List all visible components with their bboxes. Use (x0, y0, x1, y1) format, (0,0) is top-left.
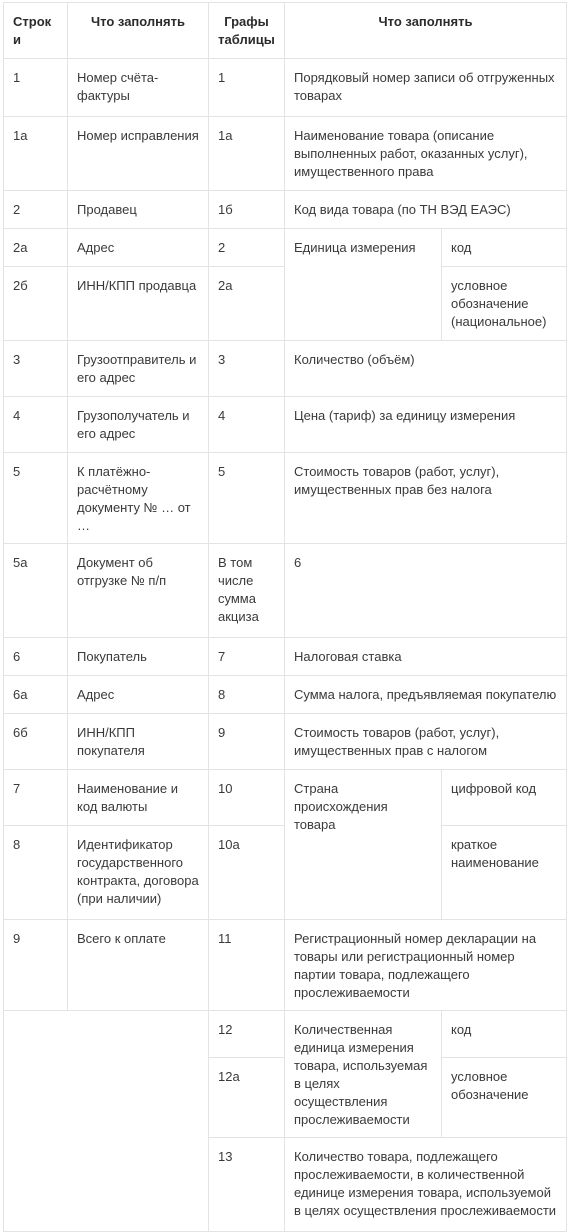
row-description: Грузополучатель и его адрес (68, 397, 209, 453)
row-number: 1а (4, 117, 68, 191)
row-description: Идентификатор государственного контракта, договора (при наличии) (68, 826, 209, 920)
row-description: Покупатель (68, 638, 209, 676)
row-number: 7 (4, 770, 68, 826)
table-row (4, 397, 567, 453)
column-number: 8 (209, 676, 285, 714)
row-description: Номер исправления (68, 117, 209, 191)
row-number: 2б (4, 267, 68, 341)
column-number: 2а (209, 267, 285, 341)
header-table-columns: Графы таблицы (209, 3, 285, 59)
column-number: 5 (209, 453, 285, 544)
table-row (4, 229, 567, 267)
column-number: 10 (209, 770, 285, 826)
column-number: 12 (209, 1011, 285, 1058)
column-description: Налоговая ставка (285, 638, 567, 676)
table-row (4, 117, 567, 191)
row-description: Номер счёта-фактуры (68, 59, 209, 117)
empty-cell (4, 1011, 209, 1232)
row-number: 2а (4, 229, 68, 267)
column-description: Цена (тариф) за единицу измерения (285, 397, 567, 453)
column-description: Единица измерения (285, 229, 442, 341)
column-number: 1б (209, 191, 285, 229)
column-description: Стоимость товаров (работ, услуг), имущественных прав без налога (285, 453, 567, 544)
column-number: 1 (209, 59, 285, 117)
column-number: 7 (209, 638, 285, 676)
row-number: 6а (4, 676, 68, 714)
table-row (4, 676, 567, 714)
column-description: Порядковый номер записи об отгруженных товарах (285, 59, 567, 117)
table-row (4, 920, 567, 1011)
row-description: Всего к оплате (68, 920, 209, 1011)
column-number: 1а (209, 117, 285, 191)
table-row (4, 770, 567, 826)
row-number: 5а (4, 544, 68, 638)
header-what-to-fill-right: Что заполнять (285, 3, 567, 59)
column-number: 3 (209, 341, 285, 397)
row-description: Документ об отгрузке № п/п (68, 544, 209, 638)
row-description: Адрес (68, 676, 209, 714)
row-description: Адрес (68, 229, 209, 267)
table-row (4, 714, 567, 770)
row-description: ИНН/КПП покупателя (68, 714, 209, 770)
column-description: Сумма налога, предъявляемая покупателю (285, 676, 567, 714)
column-number: 12а (209, 1058, 285, 1138)
header-what-to-fill-left: Что заполнять (68, 3, 209, 59)
column-description: Код вида товара (по ТН ВЭД ЕАЭС) (285, 191, 567, 229)
column-number: 2 (209, 229, 285, 267)
column-subdescription: условное обозначение (национальное) (442, 267, 567, 341)
row-description: Наименование и код валюты (68, 770, 209, 826)
column-subdescription: краткое наименование (442, 826, 567, 920)
column-number: 10а (209, 826, 285, 920)
column-description: Наименование товара (описание выполненных работ, оказанных услуг), имущественного права (285, 117, 567, 191)
column-number: 4 (209, 397, 285, 453)
table-row (4, 59, 567, 117)
column-description: 6 (285, 544, 567, 638)
row-number: 2 (4, 191, 68, 229)
column-description: Регистрационный номер декларации на товары или регистрационный номер партии товара, подлежащего прослеживаемости (285, 920, 567, 1011)
row-number: 9 (4, 920, 68, 1011)
column-description: Количество (объём) (285, 341, 567, 397)
column-subdescription: условное обозначение (442, 1058, 567, 1138)
column-subdescription: цифровой код (442, 770, 567, 826)
row-description: Грузоотправитель и его адрес (68, 341, 209, 397)
column-subdescription: код (442, 229, 567, 267)
column-number: В том числе сумма акциза (209, 544, 285, 638)
row-description: К платёжно-расчётному документу № … от … (68, 453, 209, 544)
column-description: Количество товара, подлежащего прослеживаемости, в количественной единице измерения товара, используемой в целях осуществления прослеживаемости (285, 1138, 567, 1232)
row-number: 4 (4, 397, 68, 453)
row-number: 6 (4, 638, 68, 676)
table-header-row (4, 3, 567, 59)
table-row (4, 1011, 567, 1058)
row-description: Продавец (68, 191, 209, 229)
table-row (4, 341, 567, 397)
column-number: 11 (209, 920, 285, 1011)
row-number: 1 (4, 59, 68, 117)
column-number: 13 (209, 1138, 285, 1232)
row-number: 8 (4, 826, 68, 920)
column-number: 9 (209, 714, 285, 770)
table-row (4, 638, 567, 676)
column-description: Количественная единица измерения товара, используемая в целях осуществления прослеживаемости (285, 1011, 442, 1138)
column-description: Страна происхождения товара (285, 770, 442, 920)
column-subdescription: код (442, 1011, 567, 1058)
table-row (4, 191, 567, 229)
column-description: Стоимость товаров (работ, услуг), имущественных прав с налогом (285, 714, 567, 770)
row-number: 3 (4, 341, 68, 397)
header-rows: Строки (4, 3, 68, 59)
row-number: 6б (4, 714, 68, 770)
table-row (4, 453, 567, 544)
row-number: 5 (4, 453, 68, 544)
invoice-fill-table (3, 2, 567, 1232)
table-row (4, 544, 567, 638)
row-description: ИНН/КПП продавца (68, 267, 209, 341)
